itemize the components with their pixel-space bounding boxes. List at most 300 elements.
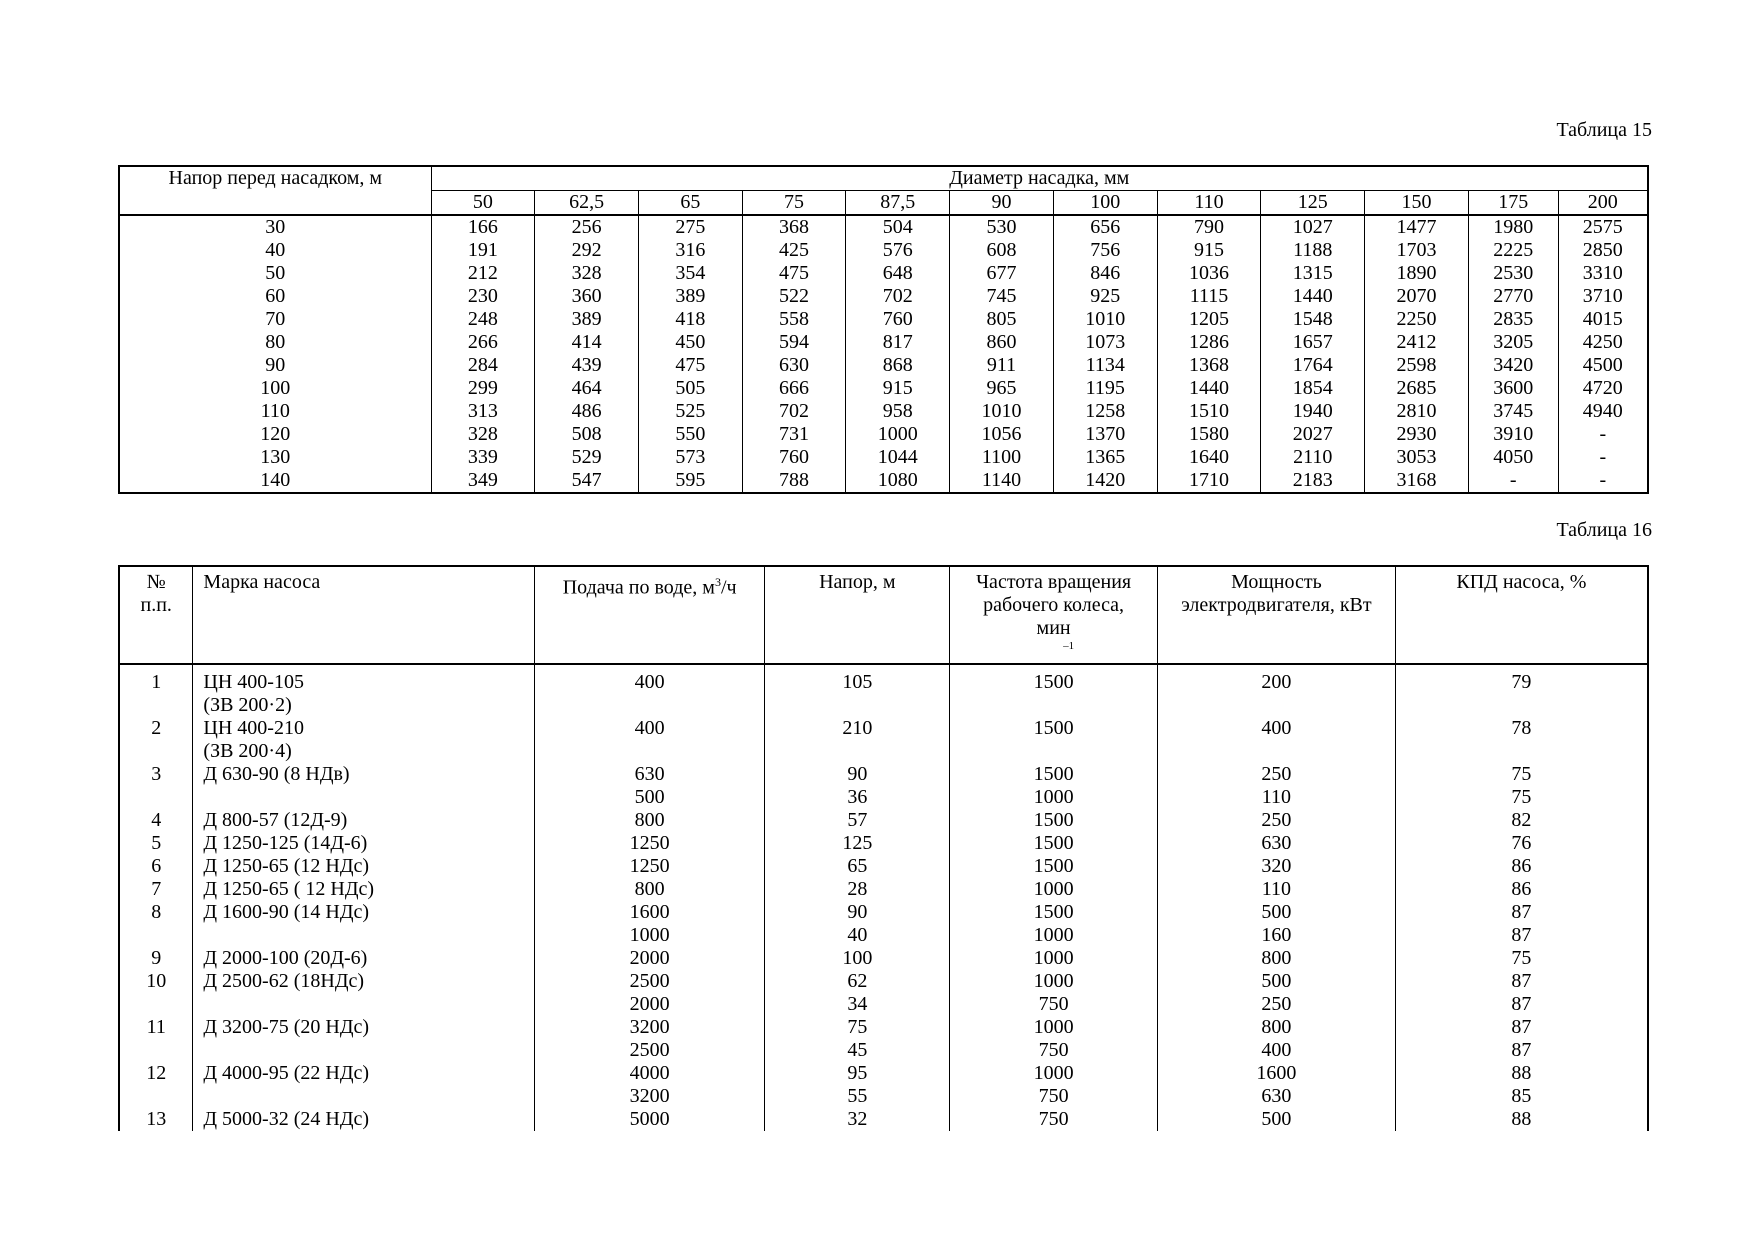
flow-cell: 1250 — [534, 832, 765, 855]
col-power-header: Мощность электродвигателя, кВт — [1157, 566, 1395, 664]
flow-value-cell: 389 — [639, 285, 743, 308]
brand-cell — [193, 786, 534, 809]
eff-cell — [1395, 740, 1648, 763]
table-row — [119, 308, 1648, 331]
flow-cell: 2500 — [534, 970, 765, 993]
col-flow-header — [534, 566, 765, 664]
power-cell: 400 — [1157, 717, 1395, 740]
table-row — [119, 878, 1648, 901]
table-16-caption: Таблица 16 — [1556, 519, 1652, 541]
flow-value-cell: 630 — [742, 354, 846, 377]
brand-cell — [193, 924, 534, 947]
flow-value-cell: 1010 — [1053, 308, 1157, 331]
flow-value-cell: 1890 — [1365, 262, 1469, 285]
flow-value-cell: 389 — [535, 308, 639, 331]
freq-cell: 1500 — [950, 763, 1158, 786]
flow-value-cell: 360 — [535, 285, 639, 308]
number-cell: 5 — [119, 832, 193, 855]
flow-value-cell: 3600 — [1468, 377, 1558, 400]
flow-value-cell: 2412 — [1365, 331, 1469, 354]
flow-value-cell: 1080 — [846, 469, 950, 493]
flow-value-cell: 547 — [535, 469, 639, 493]
table-row — [119, 285, 1648, 308]
flow-value-cell: 788 — [742, 469, 846, 493]
flow-value-cell: 558 — [742, 308, 846, 331]
freq-cell: 1000 — [950, 878, 1158, 901]
brand-cell: (ЗВ 200·2) — [193, 694, 534, 717]
freq-cell: 750 — [950, 1039, 1158, 1062]
brand-cell: Д 630-90 (8 НДв) — [193, 763, 534, 786]
freq-cell: 1000 — [950, 786, 1158, 809]
head-cell: 210 — [765, 717, 950, 740]
flow-value-cell: 284 — [431, 354, 535, 377]
table-15-caption: Таблица 15 — [1556, 119, 1652, 141]
brand-cell: ЦН 400-210 — [193, 717, 534, 740]
flow-value-cell: - — [1558, 469, 1648, 493]
table-15 — [118, 165, 1649, 494]
freq-cell: 1000 — [950, 947, 1158, 970]
flow-value-cell: 530 — [950, 215, 1054, 239]
flow-value-cell: 760 — [742, 446, 846, 469]
eff-cell: 76 — [1395, 832, 1648, 855]
table-row — [119, 215, 1648, 239]
flow-value-cell: 1027 — [1261, 215, 1365, 239]
flow-value-cell: 595 — [639, 469, 743, 493]
head-cell: 125 — [765, 832, 950, 855]
brand-cell: Д 1600-90 (14 НДс) — [193, 901, 534, 924]
table-row — [119, 855, 1648, 878]
flow-value-cell: 508 — [535, 423, 639, 446]
number-cell — [119, 694, 193, 717]
flow-value-cell: 313 — [431, 400, 535, 423]
flow-value-cell: 1286 — [1157, 331, 1261, 354]
power-cell — [1157, 740, 1395, 763]
power-cell: 500 — [1157, 1108, 1395, 1131]
flow-value-cell: 266 — [431, 331, 535, 354]
table-row — [119, 469, 1648, 493]
table-row — [119, 377, 1648, 400]
flow-value-cell: 166 — [431, 215, 535, 239]
table-row — [119, 1016, 1648, 1039]
brand-cell: Д 800-57 (12Д-9) — [193, 809, 534, 832]
flow-value-cell: 576 — [846, 239, 950, 262]
head-cell: 90 — [765, 763, 950, 786]
table-row — [119, 400, 1648, 423]
eff-cell: 87 — [1395, 1039, 1648, 1062]
brand-cell — [193, 993, 534, 1016]
eff-cell: 86 — [1395, 878, 1648, 901]
number-cell: 3 — [119, 763, 193, 786]
flow-cell: 1600 — [534, 901, 765, 924]
flow-cell: 2000 — [534, 947, 765, 970]
head-cell: 62 — [765, 970, 950, 993]
brand-cell: Д 5000-32 (24 НДс) — [193, 1108, 534, 1131]
eff-cell: 87 — [1395, 924, 1648, 947]
head-value-cell: 130 — [119, 446, 431, 469]
flow-value-cell: 4250 — [1558, 331, 1648, 354]
table-row — [119, 947, 1648, 970]
flow-value-cell: 4015 — [1558, 308, 1648, 331]
eff-cell — [1395, 694, 1648, 717]
head-cell: 105 — [765, 664, 950, 694]
head-cell: 65 — [765, 855, 950, 878]
diameter-header-cell: 125 — [1261, 191, 1365, 216]
flow-value-cell: 354 — [639, 262, 743, 285]
freq-cell — [950, 740, 1158, 763]
flow-value-cell: 911 — [950, 354, 1054, 377]
diameter-group-header: Диаметр насадка, мм — [431, 166, 1648, 191]
flow-prefix: Подача по воде, м — [562, 576, 715, 599]
flow-value-cell: 525 — [639, 400, 743, 423]
flow-value-cell: 339 — [431, 446, 535, 469]
table-16 — [118, 565, 1649, 1131]
head-value-cell: 70 — [119, 308, 431, 331]
flow-value-cell: 1440 — [1157, 377, 1261, 400]
flow-value-cell: 702 — [846, 285, 950, 308]
eff-cell: 87 — [1395, 1016, 1648, 1039]
flow-value-cell: 505 — [639, 377, 743, 400]
flow-value-cell: 1854 — [1261, 377, 1365, 400]
flow-value-cell: 1477 — [1365, 215, 1469, 239]
flow-value-cell: 425 — [742, 239, 846, 262]
flow-value-cell: 1044 — [846, 446, 950, 469]
eff-cell: 79 — [1395, 664, 1648, 694]
head-cell: 75 — [765, 1016, 950, 1039]
head-cell: 55 — [765, 1085, 950, 1108]
freq-cell — [950, 694, 1158, 717]
head-value-cell: 60 — [119, 285, 431, 308]
freq-cell: 1500 — [950, 717, 1158, 740]
flow-value-cell: 1420 — [1053, 469, 1157, 493]
flow-value-cell: 4050 — [1468, 446, 1558, 469]
power-cell: 110 — [1157, 878, 1395, 901]
eff-cell: 78 — [1395, 717, 1648, 740]
table-row — [119, 1085, 1648, 1108]
head-cell — [765, 740, 950, 763]
table-row — [119, 717, 1648, 740]
flow-cell: 2000 — [534, 993, 765, 1016]
head-cell: 32 — [765, 1108, 950, 1131]
flow-cell: 3200 — [534, 1016, 765, 1039]
table-row — [119, 924, 1648, 947]
power-cell — [1157, 694, 1395, 717]
flow-value-cell: 2835 — [1468, 308, 1558, 331]
flow-value-cell: 2850 — [1558, 239, 1648, 262]
flow-cell: 3200 — [534, 1085, 765, 1108]
flow-value-cell: 1056 — [950, 423, 1054, 446]
flow-value-cell: 594 — [742, 331, 846, 354]
head-cell: 34 — [765, 993, 950, 1016]
head-cell: 95 — [765, 1062, 950, 1085]
flow-cell: 500 — [534, 786, 765, 809]
flow-value-cell: 3310 — [1558, 262, 1648, 285]
number-cell — [119, 993, 193, 1016]
flow-value-cell: 1115 — [1157, 285, 1261, 308]
flow-value-cell: 805 — [950, 308, 1054, 331]
col-number-line2: п.п. — [140, 594, 172, 616]
eff-cell: 85 — [1395, 1085, 1648, 1108]
flow-value-cell: 475 — [742, 262, 846, 285]
eff-cell: 75 — [1395, 763, 1648, 786]
col-freq-header — [950, 566, 1158, 664]
flow-value-cell: 1315 — [1261, 262, 1365, 285]
flow-cell: 400 — [534, 717, 765, 740]
flow-value-cell: 2530 — [1468, 262, 1558, 285]
flow-value-cell: 368 — [742, 215, 846, 239]
freq-label: Частота вращения рабочего колеса, мин — [976, 571, 1132, 639]
flow-value-cell: 677 — [950, 262, 1054, 285]
number-cell: 2 — [119, 717, 193, 740]
eff-cell: 87 — [1395, 993, 1648, 1016]
table-row — [119, 446, 1648, 469]
flow-suffix: /ч — [720, 576, 737, 599]
flow-value-cell: 2250 — [1365, 308, 1469, 331]
diameter-header-cell: 75 — [742, 191, 846, 216]
flow-value-cell: 2810 — [1365, 400, 1469, 423]
table-row — [119, 786, 1648, 809]
diameter-header-cell: 110 — [1157, 191, 1261, 216]
head-value-cell: 40 — [119, 239, 431, 262]
flow-value-cell: 4500 — [1558, 354, 1648, 377]
power-cell: 250 — [1157, 809, 1395, 832]
diameter-header-cell: 65 — [639, 191, 743, 216]
flow-value-cell: 1000 — [846, 423, 950, 446]
head-cell: 100 — [765, 947, 950, 970]
brand-cell: Д 1250-65 (12 НДс) — [193, 855, 534, 878]
brand-cell: ЦН 400-105 — [193, 664, 534, 694]
flow-value-cell: 846 — [1053, 262, 1157, 285]
table-row — [119, 1108, 1648, 1131]
flow-value-cell: 1510 — [1157, 400, 1261, 423]
diameter-header-cell: 200 — [1558, 191, 1648, 216]
flow-value-cell: 1205 — [1157, 308, 1261, 331]
flow-value-cell: 256 — [535, 215, 639, 239]
head-value-cell: 80 — [119, 331, 431, 354]
flow-value-cell: 1100 — [950, 446, 1054, 469]
flow-value-cell: 656 — [1053, 215, 1157, 239]
flow-value-cell: 1010 — [950, 400, 1054, 423]
flow-value-cell: 299 — [431, 377, 535, 400]
flow-value-cell: 1370 — [1053, 423, 1157, 446]
flow-value-cell: 1036 — [1157, 262, 1261, 285]
flow-value-cell: - — [1468, 469, 1558, 493]
power-cell: 200 — [1157, 664, 1395, 694]
flow-value-cell: 958 — [846, 400, 950, 423]
freq-cell: 1000 — [950, 1062, 1158, 1085]
diameter-header-cell: 175 — [1468, 191, 1558, 216]
flow-value-cell: 3420 — [1468, 354, 1558, 377]
flow-value-cell: 4940 — [1558, 400, 1648, 423]
flow-value-cell: 745 — [950, 285, 1054, 308]
brand-cell: Д 1250-125 (14Д-6) — [193, 832, 534, 855]
number-cell: 8 — [119, 901, 193, 924]
freq-cell: 1500 — [950, 664, 1158, 694]
flow-value-cell: 760 — [846, 308, 950, 331]
flow-value-cell: 2930 — [1365, 423, 1469, 446]
flow-value-cell: 292 — [535, 239, 639, 262]
freq-cell: 750 — [950, 1108, 1158, 1131]
flow-value-cell: 349 — [431, 469, 535, 493]
number-cell: 9 — [119, 947, 193, 970]
flow-cell: 630 — [534, 763, 765, 786]
flow-value-cell: 418 — [639, 308, 743, 331]
flow-value-cell: 1657 — [1261, 331, 1365, 354]
flow-value-cell: 573 — [639, 446, 743, 469]
table-row — [119, 763, 1648, 786]
number-cell: 6 — [119, 855, 193, 878]
power-cell: 800 — [1157, 947, 1395, 970]
power-cell: 500 — [1157, 901, 1395, 924]
power-cell: 160 — [1157, 924, 1395, 947]
head-cell: 40 — [765, 924, 950, 947]
flow-value-cell: 1940 — [1261, 400, 1365, 423]
flow-value-cell: 3910 — [1468, 423, 1558, 446]
eff-cell: 88 — [1395, 1108, 1648, 1131]
table-row — [119, 262, 1648, 285]
head-cell — [765, 694, 950, 717]
col-head-header: Напор, м — [765, 566, 950, 664]
eff-cell: 88 — [1395, 1062, 1648, 1085]
number-cell: 7 — [119, 878, 193, 901]
flow-value-cell: 608 — [950, 239, 1054, 262]
head-cell: 28 — [765, 878, 950, 901]
flow-value-cell: - — [1558, 446, 1648, 469]
table-row — [119, 1062, 1648, 1085]
flow-value-cell: 2110 — [1261, 446, 1365, 469]
freq-cell: 1000 — [950, 1016, 1158, 1039]
flow-value-cell: 860 — [950, 331, 1054, 354]
number-cell — [119, 1039, 193, 1062]
flow-cell — [534, 694, 765, 717]
flow-value-cell: 790 — [1157, 215, 1261, 239]
flow-cell: 400 — [534, 664, 765, 694]
flow-cell: 1250 — [534, 855, 765, 878]
flow-value-cell: 1980 — [1468, 215, 1558, 239]
eff-cell: 86 — [1395, 855, 1648, 878]
table-row — [119, 740, 1648, 763]
flow-value-cell: 414 — [535, 331, 639, 354]
number-cell — [119, 786, 193, 809]
head-cell: 45 — [765, 1039, 950, 1062]
freq-cell: 750 — [950, 1085, 1158, 1108]
table-row — [119, 694, 1648, 717]
flow-value-cell: 439 — [535, 354, 639, 377]
flow-value-cell: 702 — [742, 400, 846, 423]
flow-value-cell: 1140 — [950, 469, 1054, 493]
table-row — [119, 423, 1648, 446]
table-row — [119, 664, 1648, 694]
flow-value-cell: 1073 — [1053, 331, 1157, 354]
table-row — [119, 832, 1648, 855]
flow-value-cell: 328 — [431, 423, 535, 446]
head-value-cell: 110 — [119, 400, 431, 423]
diameter-header-cell: 90 — [950, 191, 1054, 216]
flow-value-cell: 2027 — [1261, 423, 1365, 446]
flow-value-cell: 1440 — [1261, 285, 1365, 308]
table-row — [119, 809, 1648, 832]
power-cell: 500 — [1157, 970, 1395, 993]
power-cell: 630 — [1157, 1085, 1395, 1108]
diameter-header-cell: 50 — [431, 191, 535, 216]
flow-value-cell: 3205 — [1468, 331, 1558, 354]
flow-sup: 3 — [714, 575, 721, 589]
diameter-header-cell: 87,5 — [846, 191, 950, 216]
head-value-cell: 90 — [119, 354, 431, 377]
flow-value-cell: 3710 — [1558, 285, 1648, 308]
table-row — [119, 239, 1648, 262]
brand-cell: Д 2500-62 (18НДс) — [193, 970, 534, 993]
table-row — [119, 354, 1648, 377]
head-value-cell: 50 — [119, 262, 431, 285]
diameter-header-cell: 100 — [1053, 191, 1157, 216]
flow-value-cell: 1580 — [1157, 423, 1261, 446]
freq-cell: 750 — [950, 993, 1158, 1016]
flow-cell: 4000 — [534, 1062, 765, 1085]
flow-value-cell: 2685 — [1365, 377, 1469, 400]
flow-value-cell: 925 — [1053, 285, 1157, 308]
flow-value-cell: 1365 — [1053, 446, 1157, 469]
power-cell: 250 — [1157, 763, 1395, 786]
table-row — [119, 901, 1648, 924]
table-row — [119, 331, 1648, 354]
freq-cell: 1000 — [950, 924, 1158, 947]
freq-cell: 1500 — [950, 855, 1158, 878]
power-cell: 110 — [1157, 786, 1395, 809]
flow-cell: 800 — [534, 809, 765, 832]
flow-value-cell: 3053 — [1365, 446, 1469, 469]
number-cell — [119, 1085, 193, 1108]
flow-value-cell: 2183 — [1261, 469, 1365, 493]
flow-value-cell: 3168 — [1365, 469, 1469, 493]
brand-cell: Д 2000-100 (20Д-6) — [193, 947, 534, 970]
power-cell: 320 — [1157, 855, 1395, 878]
number-cell: 4 — [119, 809, 193, 832]
flow-value-cell: 328 — [535, 262, 639, 285]
flow-value-cell: 248 — [431, 308, 535, 331]
flow-value-cell: 666 — [742, 377, 846, 400]
brand-cell: Д 3200-75 (20 НДс) — [193, 1016, 534, 1039]
flow-value-cell: 2770 — [1468, 285, 1558, 308]
head-column-header: Напор перед насадком, м — [119, 166, 431, 215]
table-row — [119, 1039, 1648, 1062]
freq-sup: –1 — [1063, 640, 1075, 652]
flow-value-cell: 230 — [431, 285, 535, 308]
power-cell: 1600 — [1157, 1062, 1395, 1085]
flow-value-cell: 316 — [639, 239, 743, 262]
flow-value-cell: 2598 — [1365, 354, 1469, 377]
head-cell: 36 — [765, 786, 950, 809]
eff-cell: 82 — [1395, 809, 1648, 832]
flow-value-cell: 1368 — [1157, 354, 1261, 377]
head-cell: 57 — [765, 809, 950, 832]
eff-cell: 75 — [1395, 786, 1648, 809]
head-value-cell: 30 — [119, 215, 431, 239]
flow-value-cell: 965 — [950, 377, 1054, 400]
flow-value-cell: 486 — [535, 400, 639, 423]
flow-value-cell: 191 — [431, 239, 535, 262]
head-cell: 90 — [765, 901, 950, 924]
flow-value-cell: 275 — [639, 215, 743, 239]
diameter-header-cell: 150 — [1365, 191, 1469, 216]
flow-value-cell: 450 — [639, 331, 743, 354]
head-value-cell: 140 — [119, 469, 431, 493]
flow-value-cell: 1134 — [1053, 354, 1157, 377]
freq-cell: 1000 — [950, 970, 1158, 993]
number-cell: 12 — [119, 1062, 193, 1085]
flow-value-cell: 2575 — [1558, 215, 1648, 239]
flow-value-cell: 464 — [535, 377, 639, 400]
flow-value-cell: 504 — [846, 215, 950, 239]
